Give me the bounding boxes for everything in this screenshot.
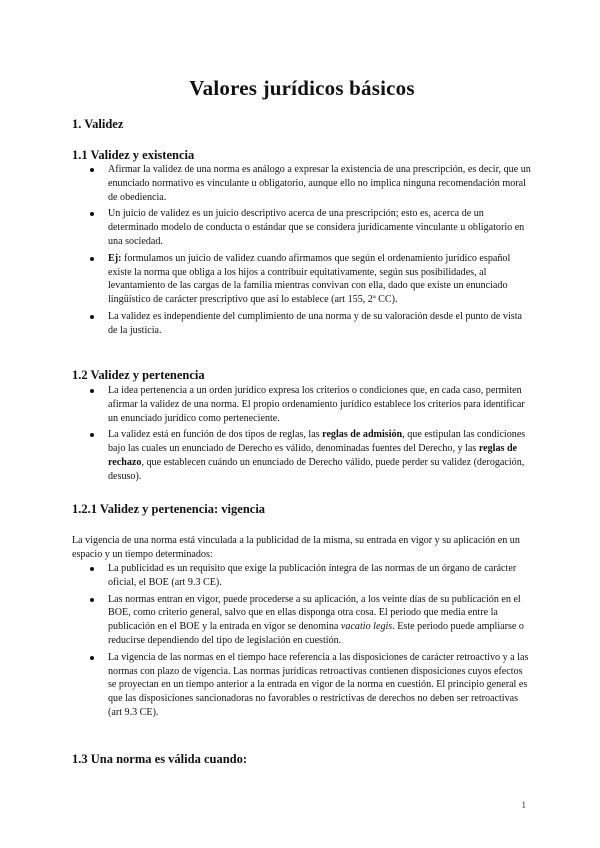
example-text: formulamos un juicio de validez cuando afirmamos que según el ordenamiento jurídico español existe la norma que obliga a los hijos a contribuir equitativamente, según sus posibilidades, al levantamiento de las cargas de la familia mientras convivan con ella, dado que existe un enunciado lingüístico de carácter prescriptivo que así lo establece (art 155, 2ª CC). <box>108 252 511 306</box>
section-1-2-heading: 1.2 Validez y pertenencia <box>72 368 205 382</box>
section-1-2-1-heading: 1.2.1 Validez y pertenencia: vigencia <box>72 502 266 516</box>
text-span: La validez está en función de dos tipos de reglas, las <box>108 429 323 441</box>
section-1-3-heading: 1.3 Una norma es válida cuando: <box>72 752 248 766</box>
text-span: Las normas entran en vigor, puede procederse a su aplicación, a los veinte días de su publicación en el BOE, como criterio general, salvo que en ellas disponga otra cosa. El periodo que media entre la publicación en el BOE y la entrada en vigor se denomina <box>108 593 521 633</box>
list-item: La publicidad es un requisito que exige la publicación íntegra de las normas de un órgano de carácter oficial, el BOE (art 9.3 CE). <box>72 562 532 590</box>
list-item: La vigencia de las normas en el tiempo hace referencia a las disposiciones de carácter retroactivo y a las normas con plazo de vigencia. Las normas jurídicas retroactivas contienen disposiciones cuyos efectos se proyectan en un tiempo anterior a la entrada en vigor de la norma en cuestión. El principio general es que las disposiciones sancionadoras no favorables o restrictivas de derechos no deben ser retroactivas (art 9.3 CE). <box>72 651 532 720</box>
list-item: La validez es independiente del cumplimiento de una norma y de su valoración desde el punto de vista de la justicia. <box>72 310 532 338</box>
text-span: . Este periodo puede ampliarse o reducirse dependiendo del tipo de legislación en cuestión. <box>108 621 524 646</box>
list-item: La idea pertenencia a un orden jurídico expresa los criterios o condiciones que, en cada caso, permiten afirmar la validez de una norma. El propio ordenamiento jurídico establece los criterios para identificar un enunciado jurídico como perteneciente. <box>72 384 532 425</box>
list-item: Afirmar la validez de una norma es análogo a expresar la existencia de una prescripción, es decir, que un enunciado normativo es vinculante u obligatorio, aunque ello no implica ninguna recomendación moral de obediencia. <box>72 163 532 204</box>
italic-term: vacatio legis <box>340 621 393 633</box>
example-label: Ej: <box>108 252 122 264</box>
section-1-heading: 1. Validez <box>72 117 124 131</box>
list-item <box>72 252 532 307</box>
text-span: , que establecen cuándo un enunciado de Derecho válido, puede perder su validez (derogación, desuso). <box>108 456 525 482</box>
list-item <box>72 593 532 648</box>
section-1-1-list <box>72 163 532 341</box>
vigencia-intro: La vigencia de una norma está vinculada a la publicidad de la misma, su entrada en vigor y su aplicación en un espacio y un tiempo determinados: <box>72 535 520 560</box>
document-title: Valores jurídicos básicos <box>189 76 415 100</box>
section-1-2-list <box>72 384 532 487</box>
page-number: 1 <box>521 800 526 810</box>
list-item: Un juicio de validez es un juicio descriptivo acerca de una prescripción; esto es, acerca de un determinado modelo de conducta o estándar que se considera jurídicamente vinculante u obligatorio en una sociedad. <box>72 207 532 248</box>
section-1-2-1-list <box>72 562 532 723</box>
list-item <box>72 428 532 483</box>
section-1-1-heading: 1.1 Validez y existencia <box>72 148 195 162</box>
bold-term: reglas de admisión <box>322 429 403 441</box>
text-span: , que estipulan las condiciones bajo las cuales un enunciado de Derecho es válido, denominadas fuentes del Derecho, y las <box>108 429 526 455</box>
bold-term: reglas de rechazo <box>108 443 518 468</box>
